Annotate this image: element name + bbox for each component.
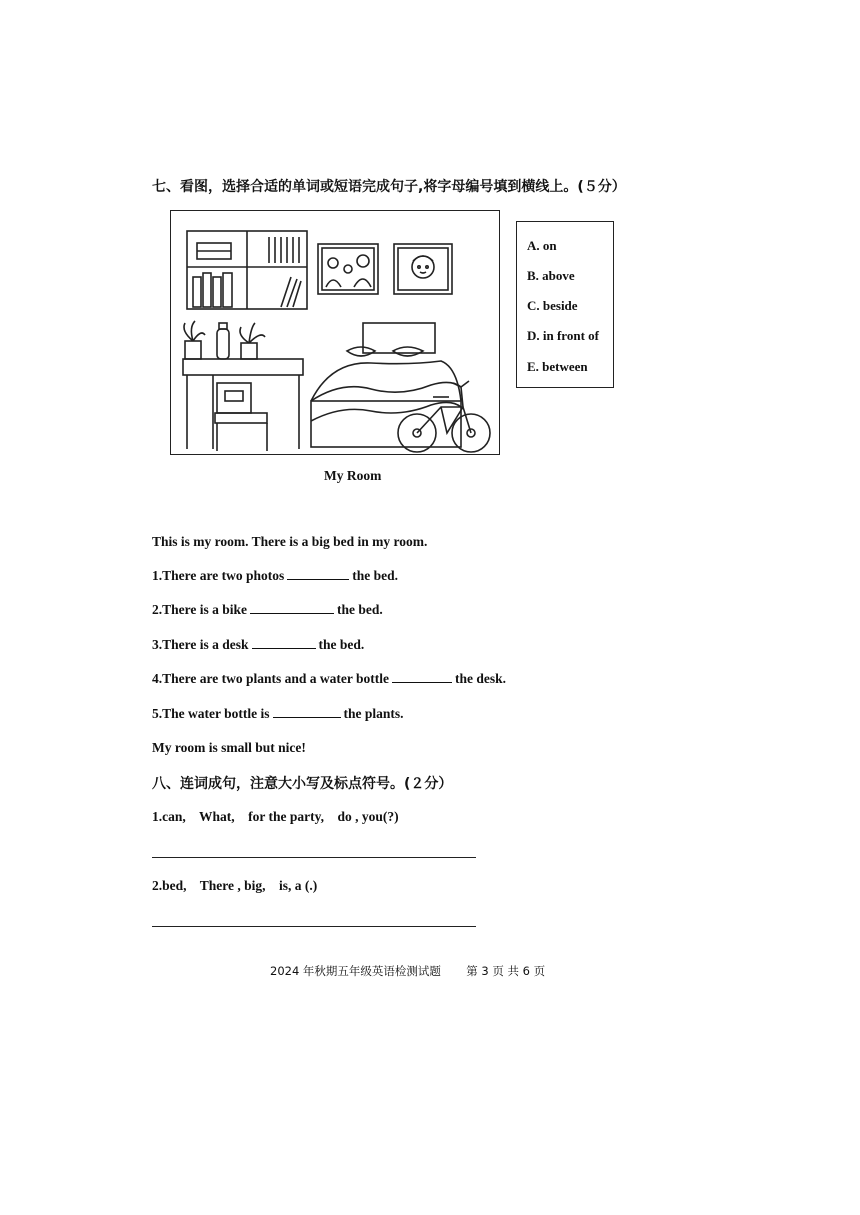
- option-e: E. between: [527, 359, 588, 374]
- answer-line-2[interactable]: [152, 926, 476, 927]
- answer-blank-1[interactable]: [287, 567, 349, 580]
- footer: [270, 963, 545, 979]
- question-4: [152, 670, 506, 687]
- question-5-text: 5.The water bottle is: [152, 706, 270, 721]
- question-2-text: 2.There is a bike: [152, 602, 248, 617]
- answer-blank-4[interactable]: [392, 670, 452, 683]
- closing-sentence: My room is small but nice!: [152, 740, 306, 755]
- question-3-tail: the bed.: [318, 637, 365, 652]
- family-photo-icon: [318, 244, 378, 294]
- section8-heading: 八、连词成句，注意大小写及标点符号。(２分）: [152, 776, 453, 792]
- answer-blank-5[interactable]: [273, 705, 341, 718]
- water-bottle-icon: [217, 323, 229, 359]
- picture-caption: My Room: [324, 468, 382, 483]
- question-1-text: 1.There are two photos: [152, 568, 285, 583]
- footer-page-number: 第 3 页 共 6 页: [466, 964, 546, 978]
- desk-icon: [183, 359, 303, 449]
- bookshelf-icon: [187, 231, 307, 309]
- scrambled-sentence-1: 1.can, What, for the party, do , you(?): [152, 809, 399, 824]
- intro-sentence: This is my room. There is a big bed in my room.: [152, 534, 428, 549]
- room-picture: [170, 210, 500, 455]
- question-1-tail: the bed.: [352, 568, 399, 583]
- portrait-icon: [394, 244, 452, 294]
- plants-icon: [184, 321, 265, 359]
- question-4-text: 4.There are two plants and a water bottle: [152, 671, 389, 686]
- chair-icon: [215, 383, 267, 451]
- answer-line-1[interactable]: [152, 857, 476, 858]
- question-1: [152, 567, 398, 584]
- option-a: A. on: [527, 238, 557, 253]
- question-2: [152, 601, 383, 618]
- option-d: D. in front of: [527, 328, 599, 343]
- question-2-tail: the bed.: [337, 602, 383, 617]
- footer-exam-title: 2024 年秋期五年级英语检测试题: [270, 964, 441, 978]
- section7-heading: 七、看图，选择合适的单词或短语完成句子,将字母编号填到横线上。(５分）: [152, 179, 626, 195]
- question-3: [152, 636, 364, 653]
- question-4-tail: the desk.: [455, 671, 507, 686]
- scrambled-sentence-2: 2.bed, There , big, is, a (.): [152, 878, 318, 893]
- answer-blank-2[interactable]: [250, 601, 334, 614]
- options-box: [516, 221, 614, 388]
- option-c: C. beside: [527, 298, 578, 313]
- bed-icon: [311, 323, 461, 447]
- question-5-tail: the plants.: [343, 706, 404, 721]
- option-b: B. above: [527, 268, 575, 283]
- answer-blank-3[interactable]: [252, 636, 316, 649]
- question-5: [152, 705, 404, 722]
- bike-icon: [398, 381, 490, 452]
- question-3-text: 3.There is a desk: [152, 637, 249, 652]
